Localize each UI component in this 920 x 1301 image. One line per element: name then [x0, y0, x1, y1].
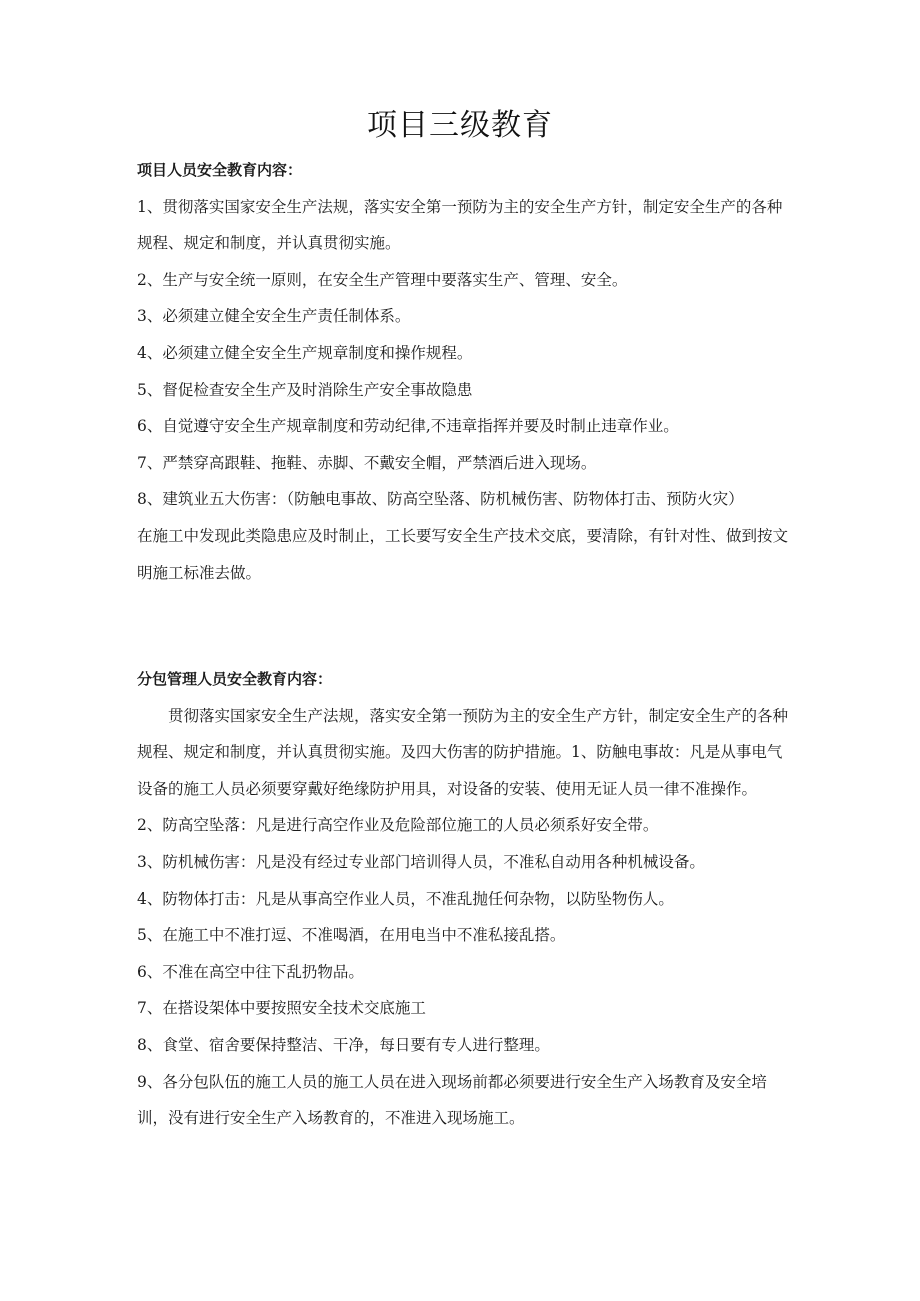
- list-item: 5、督促检查安全生产及时消除生产安全事故隐患: [137, 380, 473, 399]
- section-project-personnel: [137, 152, 797, 591]
- list-item: 9、各分包队伍的施工人员的施工人员在进入现场前都必须要进行安全生产入场教育及安全培训，没有进行安全生产入场教育的，不准进入现场施工。: [137, 1072, 767, 1128]
- list-item: 2、防高空坠落：凡是进行高空作业及危险部位施工的人员必须系好安全带。: [137, 816, 659, 835]
- list-item: 5、在施工中不准打逗、不准喝酒，在用电当中不准私接乱搭。: [137, 926, 566, 945]
- closing-paragraph: 在施工中发现此类隐患应及时制止，工长要写安全生产技术交底，要清除，有针对性、做到按文明施工标准去做。: [137, 526, 789, 582]
- list-item: 4、防物体打击：凡是从事高空作业人员，不准乱抛任何杂物，以防坠物伤人。: [137, 889, 674, 908]
- list-item: 7、在搭设架体中要按照安全技术交底施工: [137, 999, 426, 1018]
- intro-paragraph: 贯彻落实国家安全生产法规，落实安全第一预防为主的安全生产方针，制定安全生产的各种规程、规定和制度，并认真贯彻实施。及四大伤害的防护措施。1、防触电事故：凡是从事电气设备的施工人员必须要穿戴好绝缘防护用具，对设备的安装、使用无证人员一律不准操作。: [137, 706, 789, 798]
- list-item: 4、必须建立健全安全生产规章制度和操作规程。: [137, 343, 473, 362]
- list-item: 3、必须建立健全安全生产责任制体系。: [137, 307, 411, 326]
- section-subcontract-management: [137, 661, 797, 1137]
- list-item: 1、贯彻落实国家安全生产法规，落实安全第一预防为主的安全生产方针，制定安全生产的各种规程、规定和制度，并认真贯彻实施。: [137, 197, 783, 253]
- list-item: 8、建筑业五大伤害：（防触电事故、防高空坠落、防机械伤害、防物体打击、预防火灾）: [137, 490, 744, 509]
- list-item: 6、不准在高空中往下乱扔物品。: [137, 962, 364, 981]
- section-heading: 项目人员安全教育内容：: [137, 161, 303, 179]
- list-item: 2、生产与安全统一原则，在安全生产管理中要落实生产、管理、安全。: [137, 270, 628, 289]
- section-heading: 分包管理人员安全教育内容：: [137, 670, 333, 688]
- list-item: 7、严禁穿高跟鞋、拖鞋、赤脚、不戴安全帽，严禁酒后进入现场。: [137, 453, 597, 472]
- list-item: 8、食堂、宿舍要保持整洁、干净，每日要有专人进行整理。: [137, 1035, 550, 1054]
- list-item: 3、防机械伤害：凡是没有经过专业部门培训得人员，不准私自动用各种机械设备。: [137, 852, 705, 871]
- list-item: 6、自觉遵守安全生产规章制度和劳动纪律,不违章指挥并要及时制止违章作业。: [137, 417, 679, 436]
- document-title: 项目三级教育: [367, 108, 553, 143]
